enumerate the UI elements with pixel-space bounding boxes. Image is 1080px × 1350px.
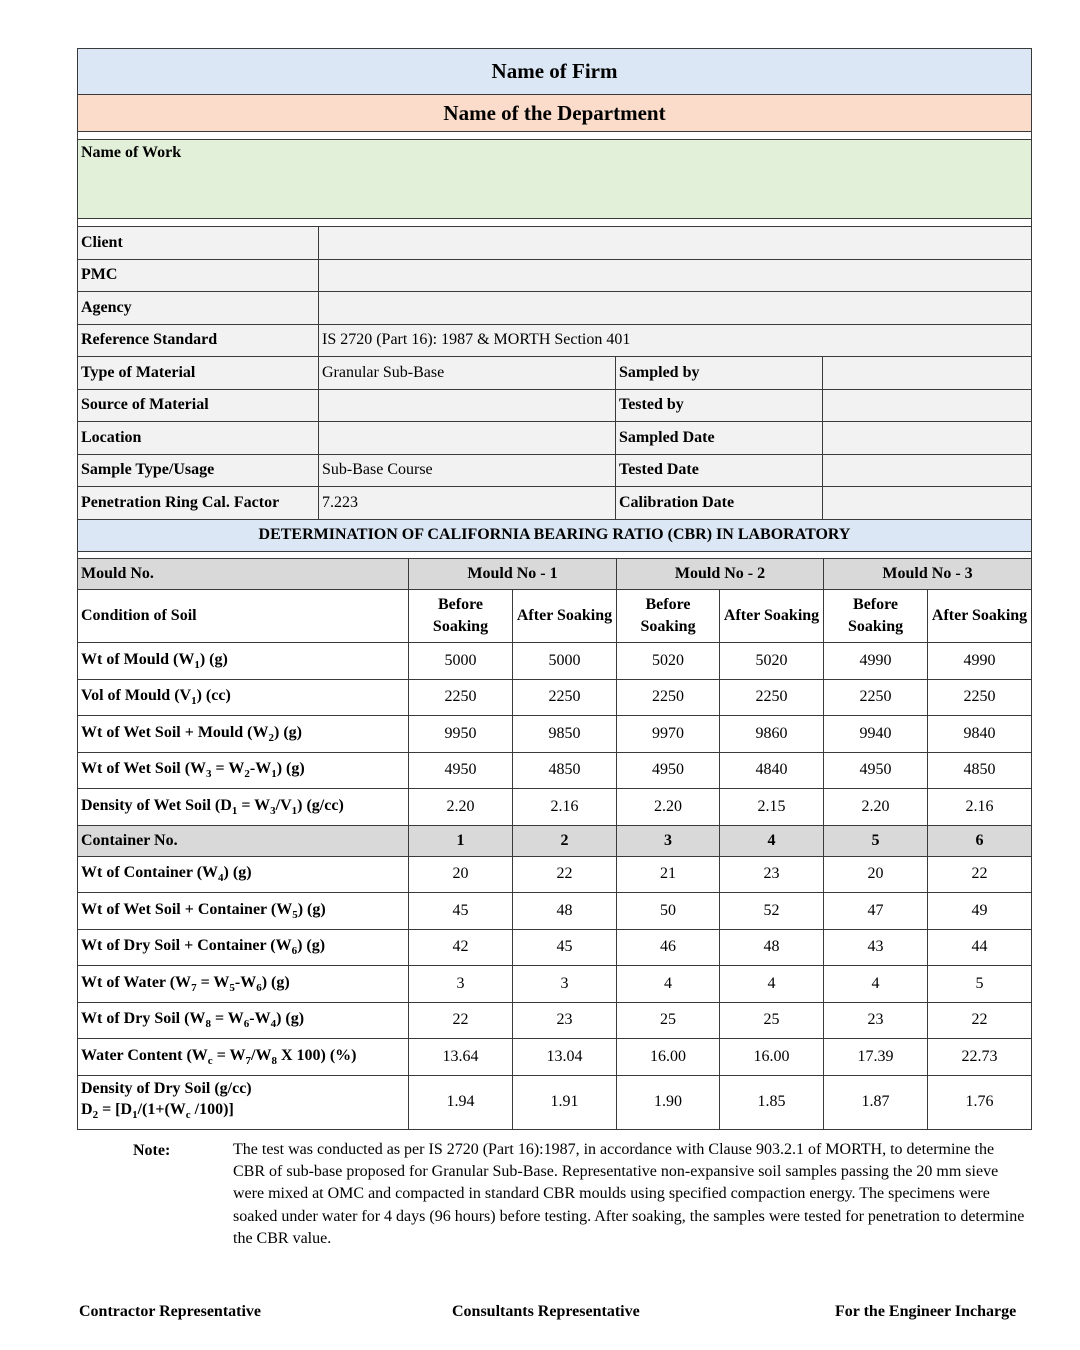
row-label: Wt of Wet Soil + Container $(W_5)$ (g) xyxy=(78,893,409,930)
cell: 2.20 xyxy=(617,789,720,826)
cell: 4990 xyxy=(928,643,1032,680)
ring-factor-value: 7.223 xyxy=(319,487,616,520)
cell: 16.00 xyxy=(617,1039,720,1076)
cell: 2250 xyxy=(409,679,513,716)
container-number: 4 xyxy=(720,825,824,856)
condition-label: Condition of Soil xyxy=(78,590,409,643)
cell: 48 xyxy=(513,893,617,930)
cell: 22 xyxy=(409,1002,513,1039)
cell: 9970 xyxy=(617,716,720,753)
row-label: Wt of Mould $(W_1)$ (g) xyxy=(78,643,409,680)
container-number: 1 xyxy=(409,825,513,856)
agency-value xyxy=(319,292,1032,325)
reference-standard-label: Reference Standard xyxy=(78,324,319,357)
cell: 1.90 xyxy=(617,1075,720,1129)
container-number: 2 xyxy=(513,825,617,856)
firm-name: Name of Firm xyxy=(78,49,1032,95)
cell: 45 xyxy=(409,893,513,930)
table-row xyxy=(78,929,1032,966)
cell: 43 xyxy=(824,929,928,966)
table-row xyxy=(78,643,1032,680)
cell: 9950 xyxy=(409,716,513,753)
cell: 44 xyxy=(928,929,1032,966)
cell: 1.76 xyxy=(928,1075,1032,1129)
sampled-by-label: Sampled by xyxy=(616,357,823,390)
cbr-data-table xyxy=(77,558,1032,1130)
cell: 4950 xyxy=(617,752,720,789)
cell: 23 xyxy=(720,856,824,893)
table-row xyxy=(78,856,1032,893)
material-type-value: Granular Sub-Base xyxy=(319,357,616,390)
cell: 2.20 xyxy=(824,789,928,826)
table-row xyxy=(78,789,1032,826)
before-soaking-header: Before Soaking xyxy=(409,590,513,643)
cell: 4 xyxy=(824,966,928,1003)
cell: 23 xyxy=(513,1002,617,1039)
table-row xyxy=(78,752,1032,789)
before-soaking-header: Before Soaking xyxy=(617,590,720,643)
sampled-date-label: Sampled Date xyxy=(616,422,823,455)
source-label: Source of Material xyxy=(78,389,319,422)
tested-by-value xyxy=(823,389,1032,422)
cell: 4850 xyxy=(513,752,617,789)
cell: 13.04 xyxy=(513,1039,617,1076)
mould-no-label: Mould No. xyxy=(78,559,409,590)
table-row xyxy=(78,679,1032,716)
cell: 1.85 xyxy=(720,1075,824,1129)
cell: 9860 xyxy=(720,716,824,753)
table-row xyxy=(78,966,1032,1003)
cell: 22 xyxy=(928,856,1032,893)
cell: 9840 xyxy=(928,716,1032,753)
calibration-date-label: Calibration Date xyxy=(616,487,823,520)
engineer-signature-label: For the Engineer Incharge xyxy=(835,1303,1017,1320)
cell: 20 xyxy=(824,856,928,893)
row-label: Wt of Wet Soil $(W_3 = W_2-W_1)$ (g) xyxy=(78,752,409,789)
table-row xyxy=(78,1002,1032,1039)
material-type-label: Type of Material xyxy=(78,357,319,390)
section-title: DETERMINATION OF CALIFORNIA BEARING RATIO (CBR) IN LABORATORY xyxy=(78,519,1032,551)
after-soaking-header: After Soaking xyxy=(720,590,824,643)
cell: 1.94 xyxy=(409,1075,513,1129)
row-label: Wt of Dry Soil + Container $(W_6)$ (g) xyxy=(78,929,409,966)
cell: 23 xyxy=(824,1002,928,1039)
cell: 4840 xyxy=(720,752,824,789)
cell: 5020 xyxy=(720,643,824,680)
tested-by-label: Tested by xyxy=(616,389,823,422)
cell: 22 xyxy=(513,856,617,893)
cell: 17.39 xyxy=(824,1039,928,1076)
after-soaking-header: After Soaking xyxy=(928,590,1032,643)
cell: 47 xyxy=(824,893,928,930)
cell: 3 xyxy=(513,966,617,1003)
cell: 2250 xyxy=(617,679,720,716)
contractor-signature-label: Contractor Representative xyxy=(79,1303,262,1320)
cell: 5020 xyxy=(617,643,720,680)
cell: 2.15 xyxy=(720,789,824,826)
consultant-signature-label: Consultants Representative xyxy=(452,1303,640,1320)
department-name: Name of the Department xyxy=(78,95,1032,132)
cell: 5000 xyxy=(513,643,617,680)
calibration-date-value xyxy=(823,487,1032,520)
row-label: Wt of Water $(W_7 = W_5-W_6)$ (g) xyxy=(78,966,409,1003)
row-label: Wt of Wet Soil + Mould $(W_2)$ (g) xyxy=(78,716,409,753)
table-row xyxy=(78,1039,1032,1076)
pmc-label: PMC xyxy=(78,259,319,292)
cell: 4950 xyxy=(409,752,513,789)
cell: 48 xyxy=(720,929,824,966)
source-value xyxy=(319,389,616,422)
cell: 5000 xyxy=(409,643,513,680)
cell: 4 xyxy=(720,966,824,1003)
location-value xyxy=(319,422,616,455)
tested-date-label: Tested Date xyxy=(616,454,823,487)
row-label: Density of Dry Soil (g/cc) $D_2 = [D_1/(1+(W_c$ /100)] xyxy=(78,1075,409,1129)
cell: 20 xyxy=(409,856,513,893)
cell: 4950 xyxy=(824,752,928,789)
cbr-report-sheet xyxy=(77,48,1031,1130)
cell: 1.87 xyxy=(824,1075,928,1129)
reference-standard-value: IS 2720 (Part 16): 1987 & MORTH Section 401 xyxy=(319,324,1032,357)
table-row xyxy=(78,893,1032,930)
cell: 49 xyxy=(928,893,1032,930)
cell: 2250 xyxy=(513,679,617,716)
cell: 9940 xyxy=(824,716,928,753)
name-of-work-label: Name of Work xyxy=(78,140,1032,219)
container-number: 6 xyxy=(928,825,1032,856)
cell: 2.20 xyxy=(409,789,513,826)
cell: 2.16 xyxy=(928,789,1032,826)
mould-2-header: Mould No - 2 xyxy=(617,559,824,590)
cell: 21 xyxy=(617,856,720,893)
location-label: Location xyxy=(78,422,319,455)
cell: 25 xyxy=(617,1002,720,1039)
cell: 22 xyxy=(928,1002,1032,1039)
cell: 42 xyxy=(409,929,513,966)
container-number: 5 xyxy=(824,825,928,856)
cell: 5 xyxy=(928,966,1032,1003)
ring-factor-label: Penetration Ring Cal. Factor xyxy=(78,487,319,520)
cell: 4990 xyxy=(824,643,928,680)
cell: 2250 xyxy=(928,679,1032,716)
cell: 45 xyxy=(513,929,617,966)
cell: 25 xyxy=(720,1002,824,1039)
cell: 22.73 xyxy=(928,1039,1032,1076)
mould-1-header: Mould No - 1 xyxy=(409,559,617,590)
sample-type-value: Sub-Base Course xyxy=(319,454,616,487)
cell: 2250 xyxy=(720,679,824,716)
cell: 13.64 xyxy=(409,1039,513,1076)
agency-label: Agency xyxy=(78,292,319,325)
note-text: The test was conducted as per IS 2720 (Part 16):1987, in accordance with Clause 903.2.1 of MORTH, to determine the CBR of sub-base proposed for Granular Sub-Base. Representative non-expansive soil samples passing the 20 mm sieve were mixed at OMC and compacted in standard CBR moulds using specified compaction energy. The specimens were soaked under water for 4 days (96 hours) before testing. After soaking, the samples were tested for penetration to determine the CBR value. xyxy=(233,1141,1025,1247)
cell: 4 xyxy=(617,966,720,1003)
row-label: Vol of Mould $(V_1)$ (cc) xyxy=(78,679,409,716)
cell: 50 xyxy=(617,893,720,930)
pmc-value xyxy=(319,259,1032,292)
cell: 4850 xyxy=(928,752,1032,789)
row-label: Density of Wet Soil $(D_1 = W_3/V_1)$ (g/cc) xyxy=(78,789,409,826)
sampled-by-value xyxy=(823,357,1032,390)
table-row xyxy=(78,1075,1032,1129)
row-label: Wt of Dry Soil $(W_8 = W_6-W_4)$ (g) xyxy=(78,1002,409,1039)
container-number: 3 xyxy=(617,825,720,856)
cell: 9850 xyxy=(513,716,617,753)
row-label: Wt of Container $(W_4)$ (g) xyxy=(78,856,409,893)
cell: 2250 xyxy=(824,679,928,716)
client-value xyxy=(319,227,1032,260)
row-label: Water Content ($W_c = W_7/W_8$ X 100) (%) xyxy=(78,1039,409,1076)
mould-3-header: Mould No - 3 xyxy=(824,559,1032,590)
after-soaking-header: After Soaking xyxy=(513,590,617,643)
cell: 46 xyxy=(617,929,720,966)
note-label: Note: xyxy=(133,1142,171,1159)
cell: 3 xyxy=(409,966,513,1003)
sampled-date-value xyxy=(823,422,1032,455)
client-label: Client xyxy=(78,227,319,260)
cell: 2.16 xyxy=(513,789,617,826)
cell: 52 xyxy=(720,893,824,930)
cell: 16.00 xyxy=(720,1039,824,1076)
header-info-table xyxy=(77,48,1032,560)
table-row xyxy=(78,716,1032,753)
sample-type-label: Sample Type/Usage xyxy=(78,454,319,487)
tested-date-value xyxy=(823,454,1032,487)
before-soaking-header: Before Soaking xyxy=(824,590,928,643)
cell: 1.91 xyxy=(513,1075,617,1129)
container-no-label: Container No. xyxy=(78,825,409,856)
